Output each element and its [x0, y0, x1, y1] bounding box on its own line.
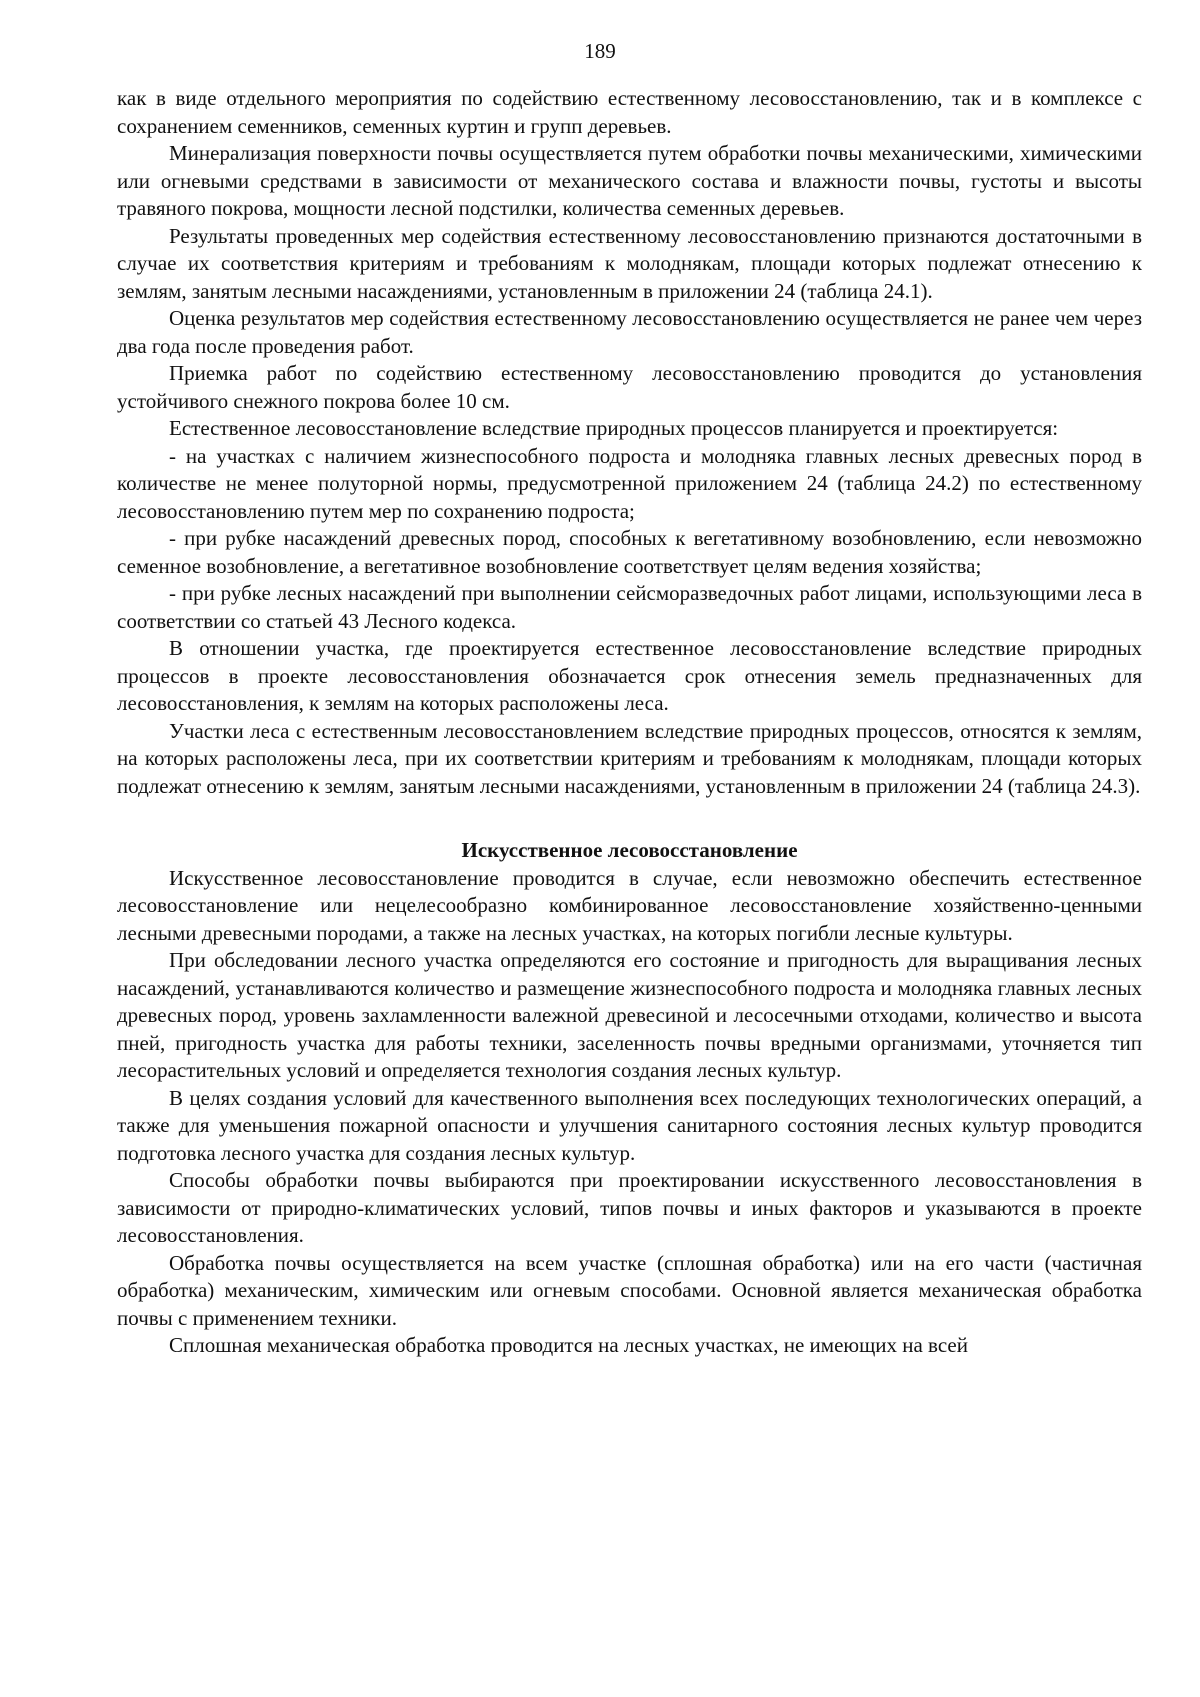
paragraph: При обследовании лесного участка определяются его состояние и пригодность для выращивания лесных насаждений, устанавливаются количество и размещение жизнеспособного подроста и молодняка главных лесных древесных пород, уровень захламленности валежной древесиной и лесосечными отходами, количество и высота пней, пригодность участка для работы техники, заселенность почвы вредными организмами, уточняется тип лесорастительных условий и определяется технология создания лесных культур. — [117, 948, 1142, 1082]
paragraph: Искусственное лесовосстановление проводится в случае, если невозможно обеспечить естественное лесовосстановление или нецелесообразно комбинированное лесовосстановление хозяйственно-ценными лесными древесными породами, а также на лесных участках, на которых погибли лесные культуры. — [117, 865, 1142, 945]
paragraph: Приемка работ по содействию естественному лесовосстановлению проводится до установления устойчивого снежного покрова более 10 см. — [117, 361, 1142, 413]
list-item: - при рубке лесных насаждений при выполнении сейсморазведочных работ лицами, использующими леса в соответствии со статьей 43 Лесного кодекса. — [117, 581, 1142, 633]
paragraph: Оценка результатов мер содействия естественному лесовосстановлению осуществляется не ранее чем через два года после проведения работ. — [117, 306, 1142, 358]
section-heading: Искусственное лесовосстановление — [461, 838, 798, 862]
list-item: - на участках с наличием жизнеспособного подроста и молодняка главных лесных древесных пород в количестве не менее полуторной нормы, предусмотренной приложением 24 (таблица 24.2) по естественному лесовосстановлению путем мер по сохранению подроста; — [117, 443, 1142, 523]
paragraph: Участки леса с естественным лесовосстановлением вследствие природных процессов, относятся к землям, на которых расположены леса, при их соответствии критериям и требованиям к молоднякам, площади которых подлежат отнесению к землям, занятым лесными насаждениями, установленным в приложении 24 (таблица 24.3). — [117, 718, 1142, 798]
paragraph: В отношении участка, где проектируется естественное лесовосстановление вследствие природных процессов в проекте лесовосстановления обозначается срок отнесения земель предназначенных для лесовосстановления, к землям на которых расположены леса. — [117, 636, 1142, 715]
document-body — [117, 85, 1142, 1360]
paragraph: Обработка почвы осуществляется на всем участке (сплошная обработка) или на его части (частичная обработка) механическим, химическим или огневым способами. Основной является механическая обработка почвы с применением техники. — [117, 1250, 1142, 1330]
paragraph: Результаты проведенных мер содействия естественному лесовосстановлению признаются достаточными в случае их соответствия критериям и требованиям к молоднякам, площади которых подлежат отнесению к землям, занятым лесными насаждениями, установленным в приложении 24 (таблица 24.1). — [117, 223, 1142, 303]
paragraph: Естественное лесовосстановление вследствие природных процессов планируется и проектируется: — [169, 416, 1059, 440]
page-number: 189 — [584, 39, 616, 63]
paragraph: как в виде отдельного мероприятия по содействию естественному лесовосстановлению, так и в комплексе с сохранением семенников, семенных куртин и групп деревьев. — [117, 86, 1142, 138]
paragraph: Способы обработки почвы выбираются при проектировании искусственного лесовосстановления в зависимости от природно-климатических условий, типов почвы и иных факторов и указываются в проекте лесовосстановления. — [117, 1168, 1142, 1247]
paragraph: Минерализация поверхности почвы осуществляется путем обработки почвы механическими, химическими или огневыми средствами в зависимости от механического состава и влажности почвы, густоты и высоты травяного покрова, мощности лесной подстилки, количества семенных деревьев. — [117, 141, 1142, 220]
list-item: - при рубке насаждений древесных пород, способных к вегетативному возобновлению, если невозможно семенное возобновление, а вегетативное возобновление соответствует целям ведения хозяйства; — [117, 526, 1142, 578]
paragraph: В целях создания условий для качественного выполнения всех последующих технологических операций, а также для уменьшения пожарной опасности и улучшения санитарного состояния лесных культур проводится подготовка лесного участка для создания лесных культур. — [117, 1085, 1142, 1165]
paragraph: Сплошная механическая обработка проводится на лесных участках, не имеющих на всей — [169, 1333, 968, 1357]
